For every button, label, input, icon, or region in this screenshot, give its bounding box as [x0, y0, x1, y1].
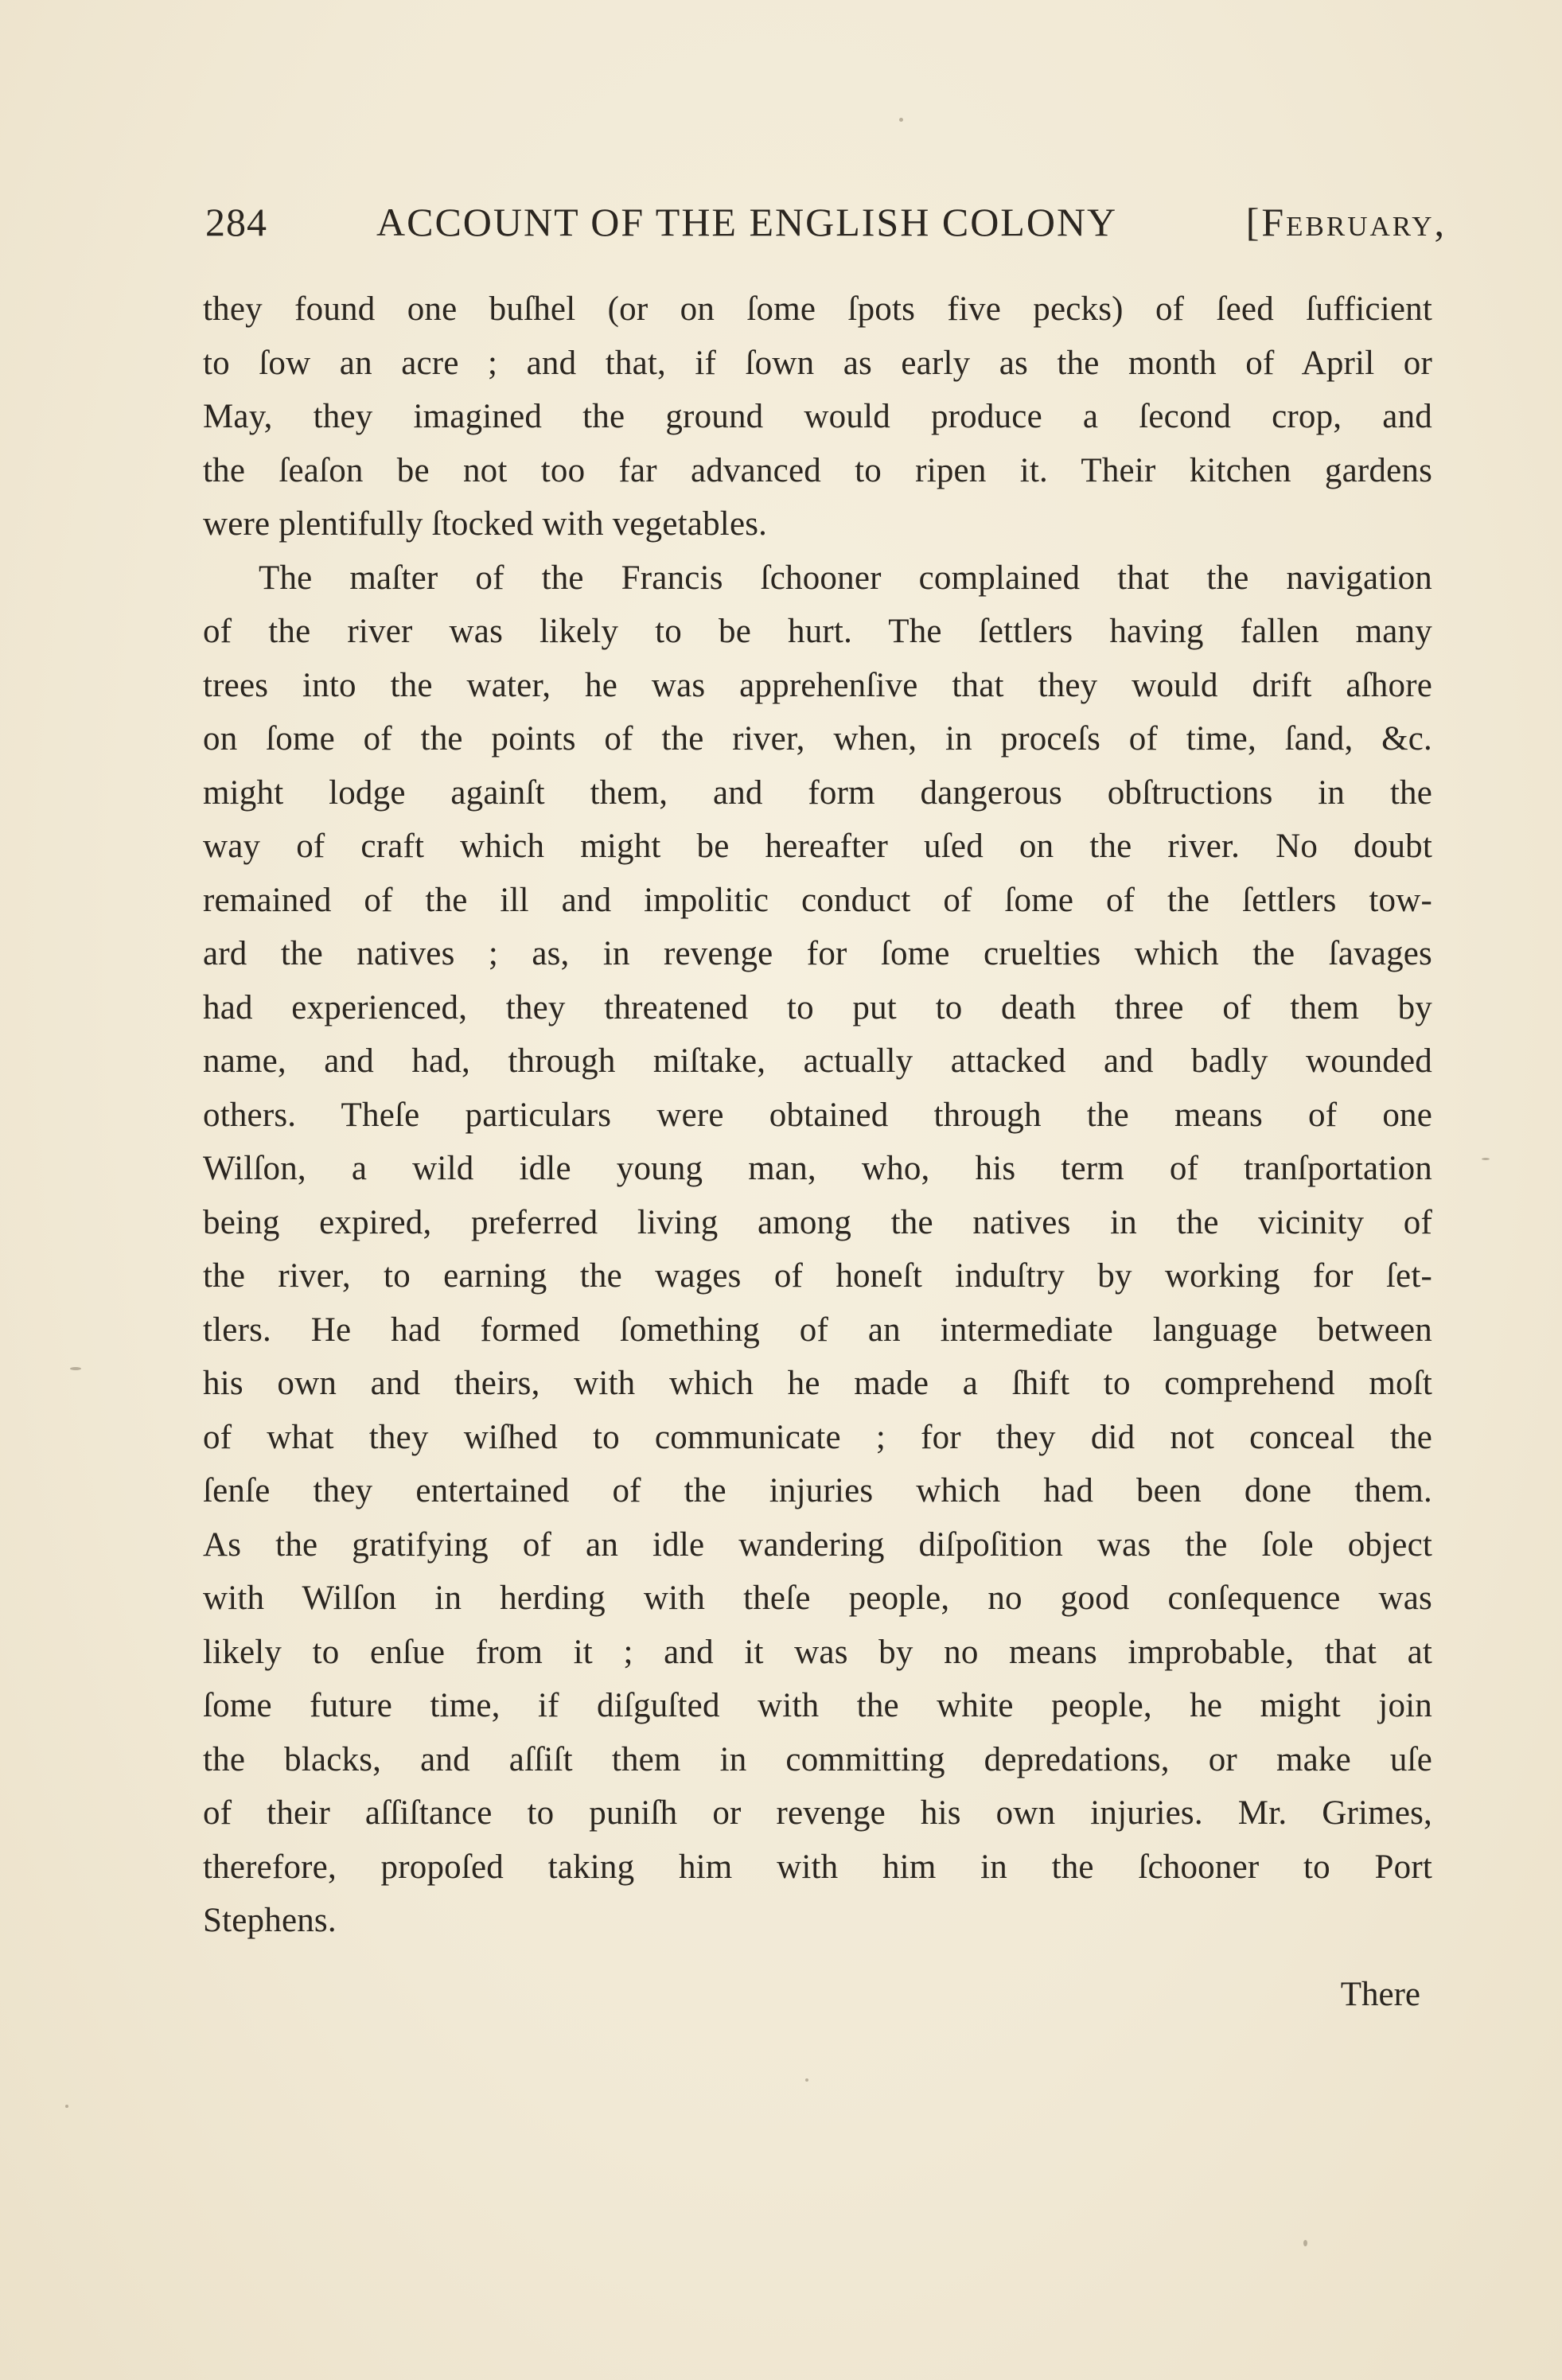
text-line: The maſter of the Francis ſchooner complained that the navigation: [259, 559, 1432, 597]
text-line: therefore, propoſed taking him with him in the ſchooner to Port: [203, 1848, 1432, 1886]
text-line: to ſow an acre ; and that, if ſown as early as the month of April or: [203, 344, 1432, 382]
paper-speck: [70, 1367, 81, 1370]
running-head: [205, 199, 1447, 255]
paper-speck: [899, 118, 903, 122]
text-line: tlers. He had formed ſomething of an intermediate language between: [203, 1311, 1432, 1349]
running-section: [February,: [1245, 200, 1447, 244]
text-line: way of craft which might be hereafter uſed on the river. No doubt: [203, 828, 1432, 865]
text-line: had experienced, they threatened to put to death three of them by: [203, 988, 1432, 1026]
text-line: his own and theirs, with which he made a ſhift to comprehend moſt: [203, 1365, 1432, 1402]
text-line: Wilſon, a wild idle young man, who, his term of tranſportation: [203, 1150, 1432, 1187]
text-line: the blacks, and aſſiſt them in committing depredations, or make uſe: [203, 1740, 1432, 1778]
paper-speck: [1482, 1158, 1490, 1160]
text-line: ſome future time, if diſguſted with the white people, he might join: [203, 1687, 1432, 1724]
text-line: ſenſe they entertained of the injuries which had been done them.: [203, 1472, 1432, 1509]
text-line: May, they imagined the ground would produce a ſecond crop, and: [203, 398, 1432, 435]
text-line: remained of the ill and impolitic conduct of ſome of the ſettlers tow-: [203, 881, 1432, 919]
text-line: the river, to earning the wages of honeſt induſtry by working for ſet-: [203, 1257, 1432, 1295]
text-line: others. Theſe particulars were obtained through the means of one: [203, 1096, 1432, 1134]
text-line: might lodge againſt them, and form dangerous obſtructions in the: [203, 773, 1432, 812]
text-line: they found one buſhel (or on ſome ſpots five pecks) of ſeed ſufficient: [203, 290, 1432, 328]
text-line: being expired, preferred living among the natives in the vicinity of: [203, 1203, 1432, 1241]
body-text: [203, 282, 1432, 1948]
text-line: of what they wiſhed to communicate ; for they did not conceal the: [203, 1418, 1432, 1456]
text-line: ard the natives ; as, in revenge for ſome cruelties which the ſavages: [203, 935, 1432, 972]
text-line: of their aſſiſtance to puniſh or revenge his own injuries. Mr. Grimes,: [203, 1794, 1432, 1832]
paper-speck: [65, 2105, 68, 2108]
text-line: trees into the water, he was apprehenſive that they would drift aſhore: [203, 666, 1432, 704]
catchword: There: [1340, 1976, 1420, 2013]
text-line: the ſeaſon be not too far advanced to ripen it. Their kitchen gardens: [203, 451, 1432, 489]
text-line: As the gratifying of an idle wandering diſpoſition was the ſole object: [203, 1525, 1432, 1564]
text-line: of the river was likely to be hurt. The ſettlers having fallen many: [203, 613, 1432, 650]
text-line: with Wilſon in herding with theſe people, no good conſequence was: [203, 1580, 1432, 1617]
page-number: 284: [205, 200, 267, 244]
paper-speck: [1303, 2240, 1307, 2246]
running-title: ACCOUNT OF THE ENGLISH COLONY: [376, 200, 1118, 244]
paper-speck: [805, 2078, 808, 2082]
text-line: were plentifully ſtocked with vegetables.: [203, 505, 768, 543]
text-line: on ſome of the points of the river, when, in proceſs of time, ſand, &c.: [203, 720, 1432, 758]
text-line: likely to enſue from it ; and it was by no means improbable, that at: [203, 1633, 1432, 1671]
text-line: name, and had, through miſtake, actually attacked and badly wounded: [203, 1042, 1432, 1080]
text-line: Stephens.: [203, 1902, 337, 1939]
